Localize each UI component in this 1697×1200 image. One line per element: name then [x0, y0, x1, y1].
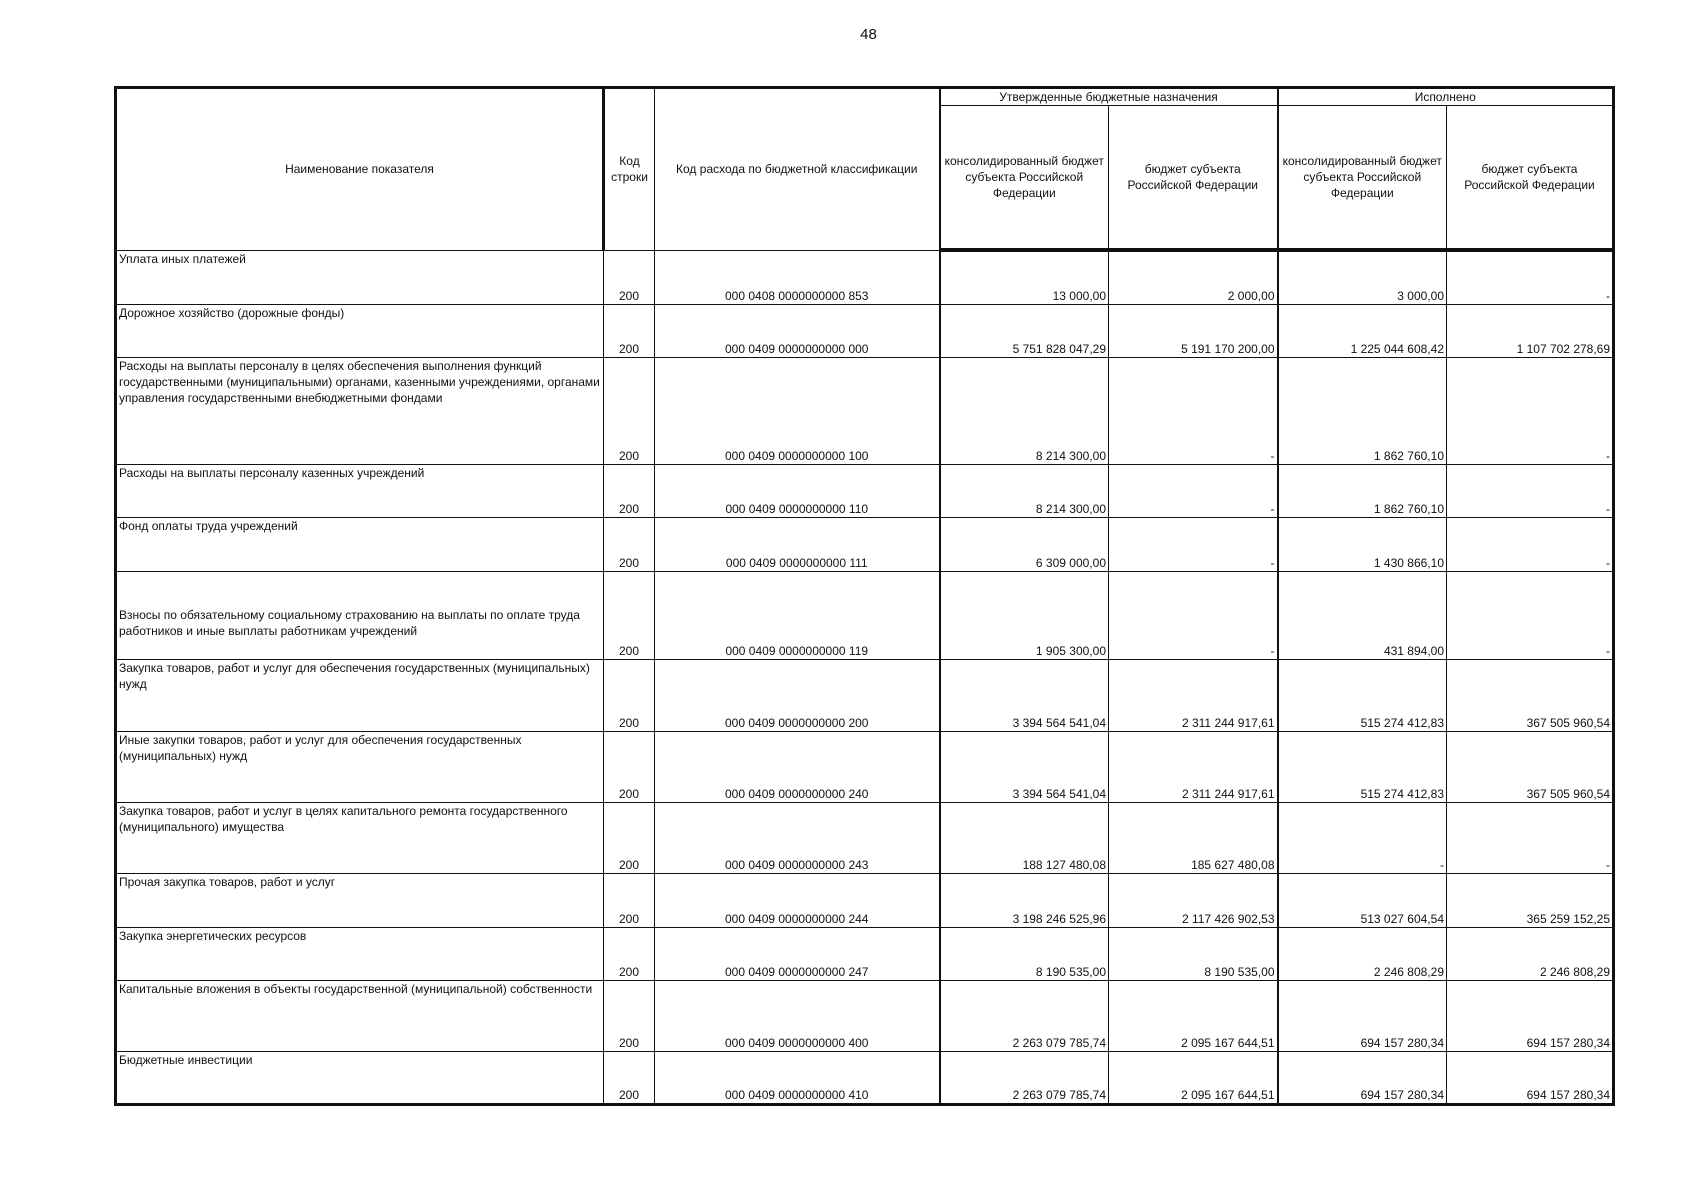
row-approved-subject: - [1109, 517, 1278, 571]
row-executed-subject: - [1447, 802, 1614, 873]
header-approved-group: Утвержденные бюджетные назначения [940, 88, 1278, 106]
row-class-code: 000 0409 0000000000 410 [655, 1051, 940, 1104]
row-name: Фонд оплаты труда учреждений [116, 517, 604, 571]
row-approved-consolidated: 6 309 000,00 [940, 517, 1109, 571]
row-approved-subject: 2 311 244 917,61 [1109, 731, 1278, 802]
row-name: Закупка товаров, работ и услуг для обеспечения государственных (муниципальных) нужд [116, 659, 604, 731]
table-row [116, 517, 1614, 571]
row-executed-consolidated: - [1278, 802, 1447, 873]
row-class-code: 000 0409 0000000000 200 [655, 659, 940, 731]
row-class-code: 000 0409 0000000000 000 [655, 304, 940, 357]
table-row [116, 1051, 1614, 1104]
header-executed-consolidated: консолидированный бюджет субъекта Российской Федерации [1278, 106, 1447, 251]
table-row [116, 571, 1614, 659]
row-approved-consolidated: 3 394 564 541,04 [940, 731, 1109, 802]
row-name: Взносы по обязательному социальному страхованию на выплаты по оплате труда работников и иные выплаты работникам учреждений [116, 571, 604, 659]
table-row [116, 659, 1614, 731]
budget-execution-table [114, 86, 1615, 1106]
row-class-code: 000 0409 0000000000 110 [655, 464, 940, 517]
row-name: Дорожное хозяйство (дорожные фонды) [116, 304, 604, 357]
row-executed-subject: - [1447, 464, 1614, 517]
row-approved-subject: 2 095 167 644,51 [1109, 980, 1278, 1051]
row-approved-subject: 2 000,00 [1109, 250, 1278, 304]
row-executed-subject: - [1447, 250, 1614, 304]
row-approved-subject: - [1109, 464, 1278, 517]
row-approved-subject: 2 117 426 902,53 [1109, 873, 1278, 927]
row-name: Закупка товаров, работ и услуг в целях капитального ремонта государственного (муниципального) имущества [116, 802, 604, 873]
row-executed-consolidated: 515 274 412,83 [1278, 731, 1447, 802]
table-row [116, 731, 1614, 802]
row-class-code: 000 0409 0000000000 111 [655, 517, 940, 571]
row-name: Прочая закупка товаров, работ и услуг [116, 873, 604, 927]
row-executed-subject: 2 246 808,29 [1447, 927, 1614, 980]
row-executed-consolidated: 515 274 412,83 [1278, 659, 1447, 731]
table-body [116, 250, 1614, 1104]
row-approved-consolidated: 8 214 300,00 [940, 464, 1109, 517]
header-name: Наименование показателя [116, 88, 604, 251]
row-executed-consolidated: 1 225 044 608,42 [1278, 304, 1447, 357]
row-approved-consolidated: 3 394 564 541,04 [940, 659, 1109, 731]
row-class-code: 000 0409 0000000000 243 [655, 802, 940, 873]
row-line-code: 200 [604, 571, 655, 659]
row-approved-consolidated: 2 263 079 785,74 [940, 1051, 1109, 1104]
row-approved-consolidated: 3 198 246 525,96 [940, 873, 1109, 927]
table-row [116, 873, 1614, 927]
row-name: Иные закупки товаров, работ и услуг для обеспечения государственных (муниципальных) нужд [116, 731, 604, 802]
table-row [116, 304, 1614, 357]
row-class-code: 000 0409 0000000000 119 [655, 571, 940, 659]
page-number: 48 [860, 26, 877, 43]
row-approved-consolidated: 13 000,00 [940, 250, 1109, 304]
row-executed-subject: 1 107 702 278,69 [1447, 304, 1614, 357]
row-class-code: 000 0409 0000000000 247 [655, 927, 940, 980]
row-executed-consolidated: 2 246 808,29 [1278, 927, 1447, 980]
header-line-code: Код строки [604, 88, 655, 251]
header-approved-consolidated: консолидированный бюджет субъекта Российской Федерации [940, 106, 1109, 251]
row-approved-consolidated: 1 905 300,00 [940, 571, 1109, 659]
row-approved-subject: 2 095 167 644,51 [1109, 1051, 1278, 1104]
row-executed-subject: 694 157 280,34 [1447, 1051, 1614, 1104]
row-approved-subject: 5 191 170 200,00 [1109, 304, 1278, 357]
row-name: Расходы на выплаты персоналу казенных учреждений [116, 464, 604, 517]
row-approved-consolidated: 8 214 300,00 [940, 357, 1109, 464]
row-name: Расходы на выплаты персоналу в целях обеспечения выполнения функций государственными (муниципальными) органами, казенными учреждениями, органами управления государственными внебюджетными фондами [116, 357, 604, 464]
row-line-code: 200 [604, 873, 655, 927]
table-row [116, 980, 1614, 1051]
row-executed-consolidated: 513 027 604,54 [1278, 873, 1447, 927]
row-executed-consolidated: 1 862 760,10 [1278, 357, 1447, 464]
row-approved-subject: - [1109, 571, 1278, 659]
header-approved-subject: бюджет субъекта Российской Федерации [1109, 106, 1278, 251]
row-line-code: 200 [604, 927, 655, 980]
row-executed-subject: 694 157 280,34 [1447, 980, 1614, 1051]
row-executed-subject: - [1447, 571, 1614, 659]
row-line-code: 200 [604, 250, 655, 304]
row-executed-subject: 367 505 960,54 [1447, 659, 1614, 731]
row-name: Капитальные вложения в объекты государственной (муниципальной) собственности [116, 980, 604, 1051]
header-executed-group: Исполнено [1278, 88, 1614, 106]
row-executed-consolidated: 1 862 760,10 [1278, 464, 1447, 517]
row-executed-subject: 367 505 960,54 [1447, 731, 1614, 802]
row-approved-consolidated: 2 263 079 785,74 [940, 980, 1109, 1051]
table-row [116, 357, 1614, 464]
row-executed-subject: 365 259 152,25 [1447, 873, 1614, 927]
row-class-code: 000 0409 0000000000 100 [655, 357, 940, 464]
row-executed-subject: - [1447, 517, 1614, 571]
row-line-code: 200 [604, 802, 655, 873]
row-executed-consolidated: 694 157 280,34 [1278, 1051, 1447, 1104]
row-line-code: 200 [604, 980, 655, 1051]
row-class-code: 000 0409 0000000000 400 [655, 980, 940, 1051]
row-executed-consolidated: 431 894,00 [1278, 571, 1447, 659]
row-name: Уплата иных платежей [116, 250, 604, 304]
row-approved-consolidated: 8 190 535,00 [940, 927, 1109, 980]
table-row [116, 927, 1614, 980]
row-line-code: 200 [604, 517, 655, 571]
table-row [116, 464, 1614, 517]
table-row [116, 250, 1614, 304]
row-name: Закупка энергетических ресурсов [116, 927, 604, 980]
table-row [116, 802, 1614, 873]
row-approved-subject: 8 190 535,00 [1109, 927, 1278, 980]
row-class-code: 000 0409 0000000000 244 [655, 873, 940, 927]
row-line-code: 200 [604, 357, 655, 464]
header-class-code: Код расхода по бюджетной классификации [655, 88, 940, 251]
row-approved-subject: 2 311 244 917,61 [1109, 659, 1278, 731]
row-line-code: 200 [604, 464, 655, 517]
row-class-code: 000 0408 0000000000 853 [655, 250, 940, 304]
row-line-code: 200 [604, 1051, 655, 1104]
row-line-code: 200 [604, 304, 655, 357]
row-executed-subject: - [1447, 357, 1614, 464]
row-line-code: 200 [604, 659, 655, 731]
row-approved-consolidated: 188 127 480,08 [940, 802, 1109, 873]
row-line-code: 200 [604, 731, 655, 802]
row-executed-consolidated: 694 157 280,34 [1278, 980, 1447, 1051]
row-approved-subject: 185 627 480,08 [1109, 802, 1278, 873]
row-approved-consolidated: 5 751 828 047,29 [940, 304, 1109, 357]
row-executed-consolidated: 3 000,00 [1278, 250, 1447, 304]
row-name: Бюджетные инвестиции [116, 1051, 604, 1104]
row-class-code: 000 0409 0000000000 240 [655, 731, 940, 802]
table-header [116, 88, 1614, 251]
header-executed-subject: бюджет субъекта Российской Федерации [1447, 106, 1614, 251]
row-approved-subject: - [1109, 357, 1278, 464]
row-executed-consolidated: 1 430 866,10 [1278, 517, 1447, 571]
